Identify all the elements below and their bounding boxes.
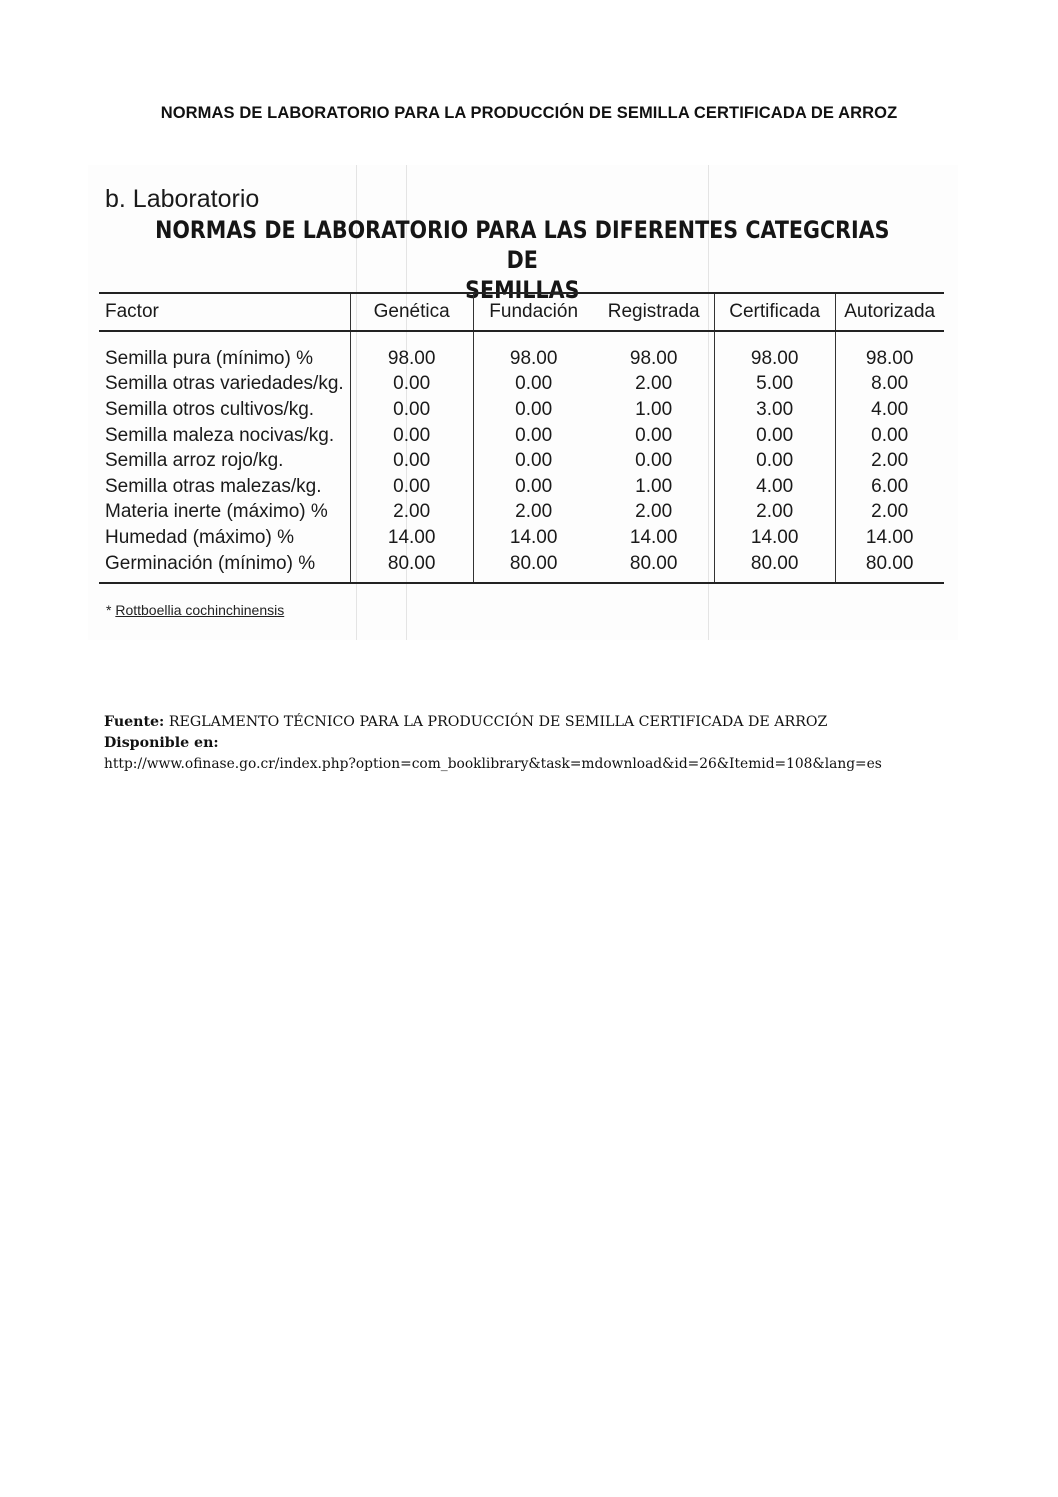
table-row [99,372,944,398]
column-header: Certificada [714,293,835,331]
value-cell: 8.00 [835,372,944,398]
source-url: http://www.ofinase.go.cr/index.php?option=com_booklibrary&task=mdownload&id=26&Itemid=108&lang=es [104,756,882,772]
value-cell: 98.00 [629,347,678,369]
table-title-line-1: NORMAS DE LABORATORIO PARA LAS DIFERENTES CATEGCRIAS DE [155,216,890,274]
value-cell: 0.00 [350,372,473,398]
factor-cell: Semilla arroz rojo/kg. [105,450,284,472]
value-cell: 80.00 [350,551,473,584]
source-block [104,712,882,775]
table-header-row [99,293,944,331]
value-cell: 2.00 [714,500,835,526]
value-cell: 2.00 [635,373,673,395]
value-cell: 1.00 [635,398,673,420]
value-cell: 3.00 [714,397,835,423]
value-cell: 14.00 [350,525,473,551]
table-row [99,423,944,449]
footnote-text: Rottboellia cochinchinensis [115,602,285,618]
value-cell: 0.00 [350,397,473,423]
value-cell: 80.00 [714,551,835,584]
value-cell: 80.00 [594,551,715,584]
fuente-text: REGLAMENTO TÉCNICO PARA LA PRODUCCIÓN DE SEMILLA CERTIFICADA DE ARROZ [168,714,828,730]
value-cell: 0.00 [635,424,673,446]
value-cell: 6.00 [835,474,944,500]
value-cell: 2.00 [635,501,673,523]
value-cell: 2.00 [350,500,473,526]
value-cell: 0.00 [835,423,944,449]
scanned-table-image [88,165,958,640]
source-line [104,712,882,733]
table-row [99,525,944,551]
value-cell: 2.00 [835,500,944,526]
factor-cell: Materia inerte (máximo) % [105,501,328,523]
table-row [99,331,944,372]
value-cell: 0.00 [350,448,473,474]
value-cell: 0.00 [714,423,835,449]
value-cell: 4.00 [835,397,944,423]
footnote [106,602,284,618]
factor-cell: Semilla maleza nocivas/kg. [105,424,335,446]
factor-cell: Semilla otras variedades/kg. [105,373,344,395]
value-cell: 0.00 [714,448,835,474]
value-cell: 0.00 [473,423,594,449]
footnote-mark: * [106,602,116,618]
standards-table [99,292,944,584]
value-cell: 2.00 [473,500,594,526]
value-cell: 80.00 [835,551,944,584]
value-cell: 0.00 [635,450,673,472]
table-row [99,500,944,526]
document-title: NORMAS DE LABORATORIO PARA LA PRODUCCIÓN DE SEMILLA CERTIFICADA DE ARROZ [160,104,898,122]
table-row [99,474,944,500]
value-cell: 2.00 [835,448,944,474]
column-header: Registrada [594,293,715,331]
factor-cell: Germinación (mínimo) % [99,551,350,584]
value-cell: 14.00 [714,525,835,551]
value-cell: 98.00 [835,331,944,372]
value-cell: 98.00 [350,331,473,372]
fuente-label: Fuente: [104,714,165,730]
value-cell: 14.00 [473,525,594,551]
value-cell: 14.00 [835,525,944,551]
disponible-label: Disponible en: [104,735,219,751]
column-header: Factor [99,293,350,331]
value-cell: 98.00 [714,331,835,372]
value-cell: 4.00 [714,474,835,500]
column-header: Genética [350,293,473,331]
value-cell: 0.00 [350,474,473,500]
value-cell: 0.00 [473,372,594,398]
table-row [99,448,944,474]
table-row [99,551,944,584]
value-cell: 80.00 [473,551,594,584]
value-cell: 0.00 [473,448,594,474]
column-header: Autorizada [835,293,944,331]
factor-cell: Semilla pura (mínimo) % [105,347,313,369]
column-header: Fundación [473,293,594,331]
value-cell: 0.00 [473,397,594,423]
value-cell: 0.00 [473,474,594,500]
table-row [99,397,944,423]
value-cell: 5.00 [714,372,835,398]
value-cell: 0.00 [350,423,473,449]
value-cell: 98.00 [473,331,594,372]
table-title-line-2: SEMILLAS [465,276,580,304]
value-cell: 1.00 [635,475,673,497]
value-cell: 14.00 [629,526,678,548]
factor-cell: Humedad (máximo) % [105,526,294,548]
factor-cell: Semilla otras malezas/kg. [105,475,322,497]
factor-cell: Semilla otros cultivos/kg. [105,398,315,420]
section-label: b. Laboratorio [105,185,260,213]
disponible-line [104,733,882,754]
